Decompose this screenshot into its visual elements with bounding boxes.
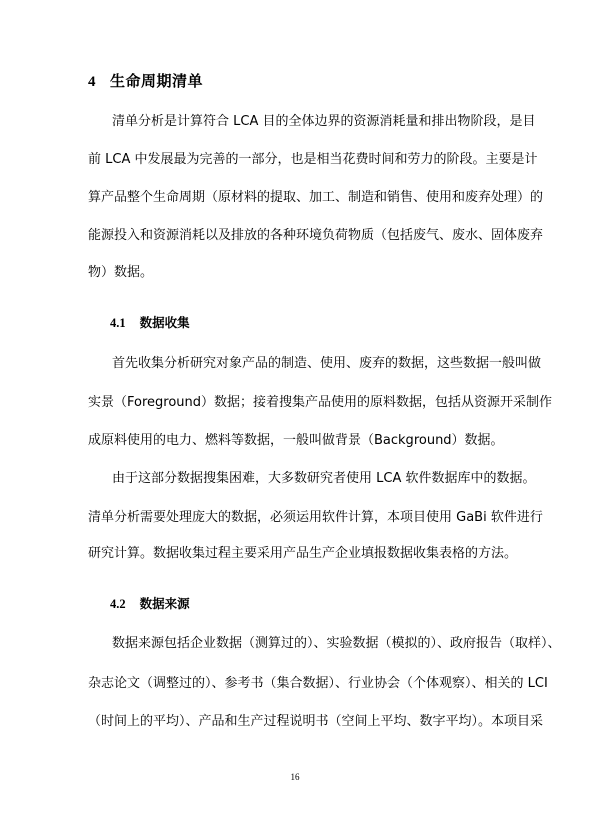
paragraph-line: 杂志论文（调整过的）、参考书（集合数据）、行业协会（个体观察）、相关的 LCI (88, 676, 548, 691)
paragraph-line: 首先收集分析研究对象产品的制造、使用、废弃的数据，这些数据一般叫做 (112, 356, 542, 371)
paragraph-line: 由于这部分数据搜集困难，大多数研究者使用 LCA 软件数据库中的数据。 (112, 471, 536, 486)
section-title: 生命周期清单 (110, 72, 204, 90)
subsection-title: 数据来源 (139, 596, 190, 611)
subsection-heading (110, 594, 190, 612)
paragraph-line: 清单分析是计算符合 LCA 目的全体边界的资源消耗量和排出物阶段，是目 (112, 114, 536, 129)
paragraph-line: 实景（Foreground）数据；接着搜集产品使用的原料数据，包括从资源开采制作 (88, 395, 553, 410)
paragraph-line: 研究计算。数据收集过程主要采用产品生产企业填报数据收集表格的方法。 (88, 546, 518, 561)
paragraph-line: 清单分析需要处理庞大的数据，必须运用软件计算，本项目使用 GaBi 软件进行 (88, 510, 543, 525)
page-number: 16 (290, 772, 300, 782)
paragraph-line: 物）数据。 (88, 265, 154, 280)
section-heading (88, 70, 203, 91)
paragraph-line: 算产品整个生命周期（原材料的提取、加工、制造和销售、使用和废弃处理）的 (88, 190, 544, 205)
paragraph-line: 前 LCA 中发展最为完善的一部分，也是相当花费时间和劳力的阶段。主要是计 (88, 152, 538, 167)
section-number: 4 (88, 74, 96, 90)
paragraph-line: 数据来源包括企业数据（测算过的）、实验数据（模拟的）、政府报告（取样）、 (112, 636, 561, 651)
subsection-number: 4.2 (110, 597, 126, 611)
paragraph-line: 能源投入和资源消耗以及排放的各种环境负荷物质（包括废气、废水、固体废弃 (88, 228, 544, 243)
subsection-heading (110, 313, 190, 331)
paragraph-line: 成原料使用的电力、燃料等数据，一般叫做背景（Background）数据。 (88, 433, 504, 448)
subsection-number: 4.1 (110, 316, 126, 330)
paragraph-line: （时间上的平均）、产品和生产过程说明书（空间上平均、数字平均）。本项目采 (88, 714, 544, 729)
subsection-title: 数据收集 (139, 315, 190, 330)
